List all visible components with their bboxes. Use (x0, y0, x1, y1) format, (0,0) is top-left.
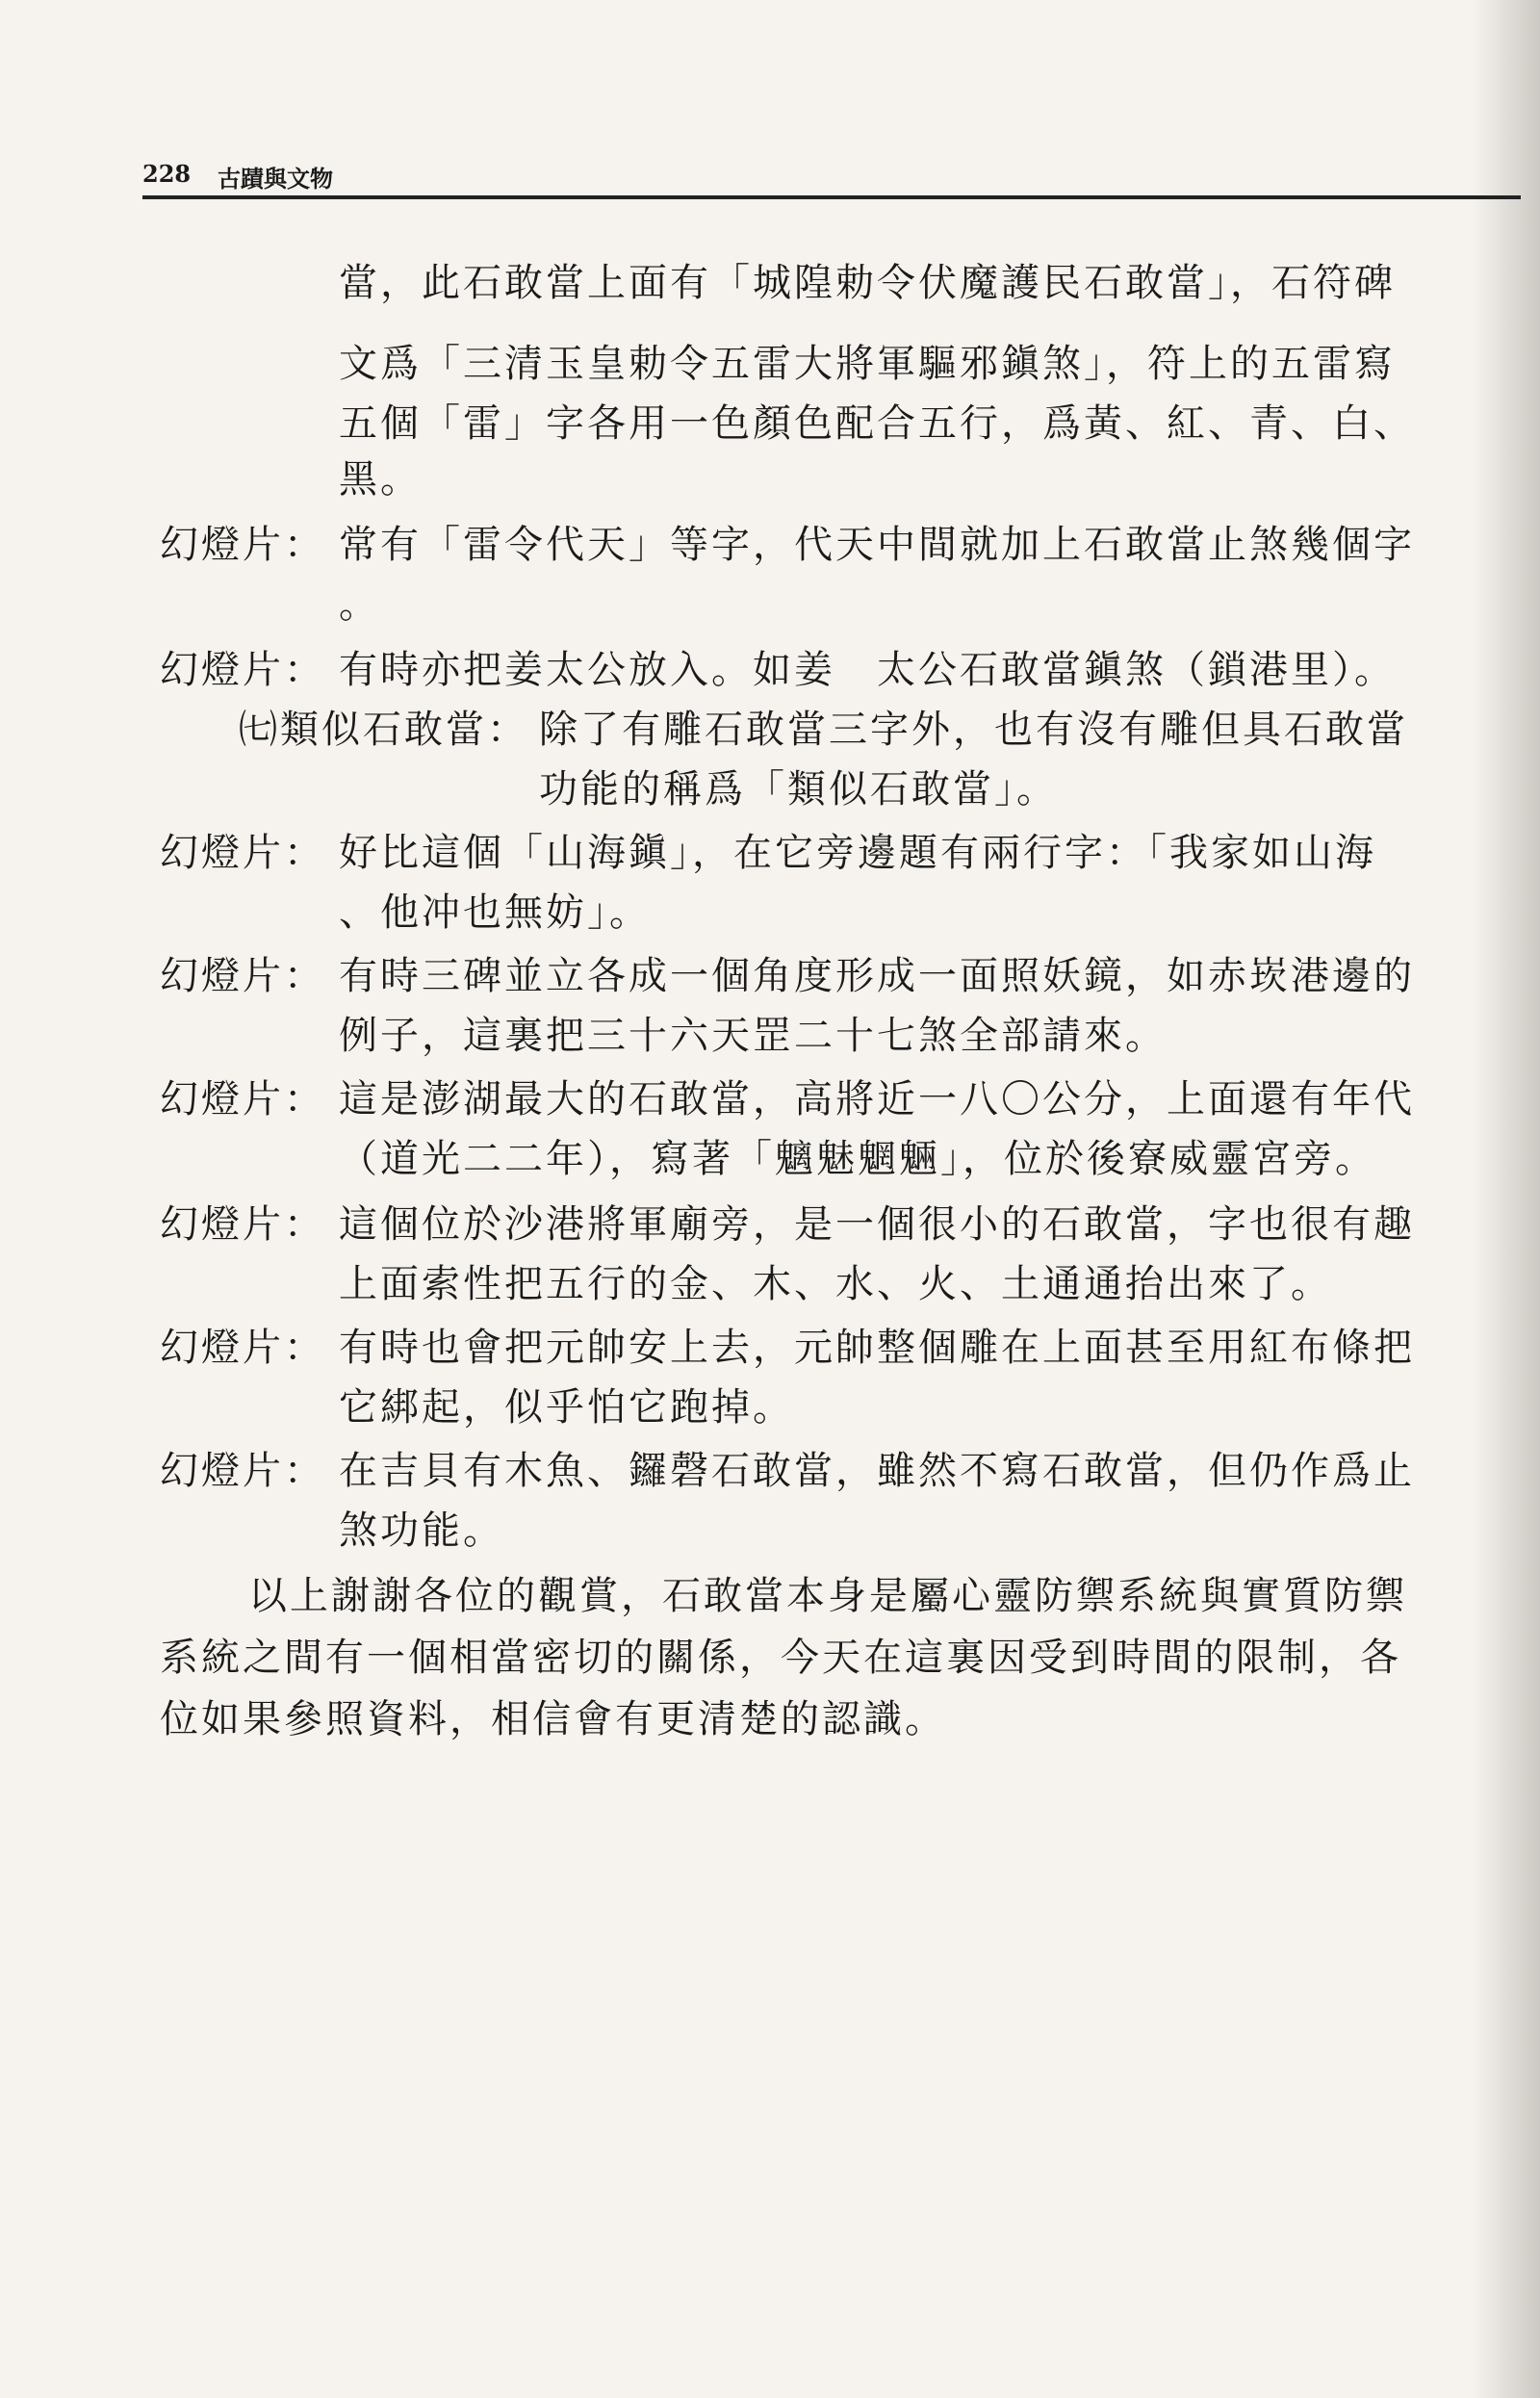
text-line: 這是澎湖最大的石敢當，高將近一八〇公分，上面還有年代 (339, 1077, 1415, 1122)
text-line: 黑。 (339, 457, 422, 502)
slide-label: 幻燈片： (160, 648, 325, 692)
text-line: 它綁起，似乎怕它跑掉。 (339, 1385, 794, 1430)
slide-label: 幻燈片： (160, 954, 325, 998)
slide-label: 幻燈片： (160, 1202, 325, 1247)
text-line: 有時也會把元帥安上去，元帥整個雕在上面甚至用紅布條把 (339, 1326, 1415, 1370)
text-line: 功能的稱爲「類似石敢當」。 (539, 767, 1058, 812)
page-number: 228 (142, 160, 192, 188)
text-line: 五個「雷」字各用一色顏色配合五行，爲黃、紅、青、白、 (339, 401, 1415, 446)
text-line: 、他冲也無妨」。 (339, 890, 651, 935)
book-title: 古蹟與文物 (218, 165, 333, 193)
running-header (142, 156, 1519, 194)
text-line: 。 (339, 582, 380, 627)
text-line: 有時亦把姜太公放入。如姜 太公石敢當鎭煞（鎖港里）。 (339, 648, 1396, 692)
text-line: 除了有雕石敢當三字外，也有沒有雕但具石敢當 (539, 708, 1408, 752)
page-edge-shadow (1473, 0, 1540, 2398)
section-heading: ㈦類似石敢當： (239, 708, 528, 752)
text-line: 文爲「三清玉皇勅令五雷大將軍驅邪鎭煞」，符上的五雷寫 (339, 342, 1396, 386)
header-rule (142, 195, 1521, 199)
text-line: 煞功能。 (339, 1508, 504, 1553)
text-line: 上面索性把五行的金、木、水、火、土通通抬出來了。 (339, 1262, 1332, 1306)
text-line: 常有「雷令代天」等字，代天中間就加上石敢當止煞幾個字 (339, 523, 1415, 567)
slide-label: 幻燈片： (160, 1326, 325, 1370)
closing-line: 以上謝謝各位的觀賞，石敢當本身是屬心靈防禦系統與實質防禦 (248, 1574, 1407, 1618)
text-line: 當，此石敢當上面有「城隍勅令伏魔護民石敢當」，石符碑 (339, 261, 1396, 305)
closing-line: 系統之間有一個相當密切的關係，今天在這裏因受到時間的限制，各 (160, 1636, 1401, 1680)
text-line: （道光二二年），寫著「魑魅魍魎」，位於後寮威靈宮旁。 (339, 1137, 1376, 1181)
text-line: 例子，這裏把三十六天罡二十七煞全部請來。 (339, 1014, 1167, 1058)
text-line: 好比這個「山海鎭」，在它旁邊題有兩行字：「我家如山海 (339, 831, 1376, 875)
slide-label: 幻燈片： (160, 831, 325, 875)
slide-label: 幻燈片： (160, 1449, 325, 1493)
closing-line: 位如果參照資料，相信會有更清楚的認識。 (160, 1697, 946, 1741)
text-line: 有時三碑並立各成一個角度形成一面照妖鏡，如赤崁港邊的 (339, 954, 1415, 998)
slide-label: 幻燈片： (160, 1077, 325, 1122)
text-line: 這個位於沙港將軍廟旁，是一個很小的石敢當，字也很有趣 (339, 1202, 1415, 1247)
text-line: 在吉貝有木魚、鑼磬石敢當，雖然不寫石敢當，但仍作爲止 (339, 1449, 1415, 1493)
slide-label: 幻燈片： (160, 523, 325, 567)
